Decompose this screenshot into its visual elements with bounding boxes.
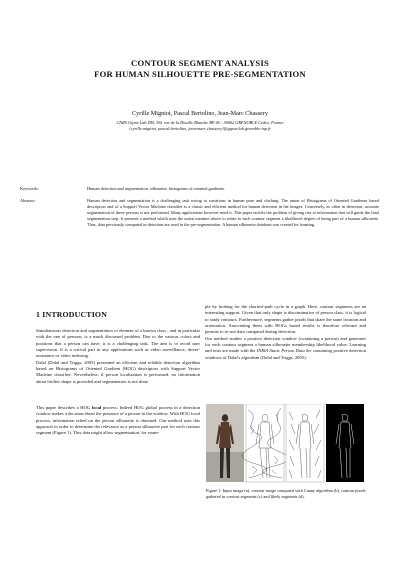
affiliation-emails: {cyrille.migniot, pascal.bertolino, jean-marc.chassery}@gipsa-lab.grenoble-inp.fr	[129, 126, 271, 131]
left-column	[36, 328, 200, 437]
intro-paragraph-2: Dalal (Dalal and Triggs, 2005) presented an efficient and reliable detection algorithm based on Histograms of Oriented Gradient (HOG) descriptors with Support Vector Machine classifier. Nevertheless, if person localization is performed, no information about his/her shape is provided and segmentation is not done.	[36, 359, 200, 384]
panel-c-contour-segments	[286, 404, 324, 482]
intro-paragraph-5	[205, 336, 366, 361]
dataset-name: INRIA Static Person Data Set	[256, 348, 312, 354]
affiliation	[0, 120, 400, 132]
intro-p3-bold: local	[91, 405, 102, 411]
title-line-2: FOR HUMAN SILHOUETTE PRE-SEGMENTATION	[94, 69, 306, 79]
intro-paragraph-3	[36, 405, 200, 437]
title-line-1: CONTOUR SEGMENT ANALYSIS	[131, 58, 269, 68]
affiliation-address: CNRS Gipsa-Lab DIS, 961 rue de la Houille Blanche BP 46 - 38402 GRENOBLE Cedex, France	[116, 120, 284, 125]
abstract-label: Abstract:	[20, 198, 36, 203]
abstract-text: Human detection and segmentation is a challenging task owing to variations in human pose and clothing. The union of Histograms of Oriented Gradients based descriptors and of a Support Vector Machine classifier is a classic and efficient method for human detection in the images. Conversely, as often in detection, accurate segmentation of these persons is not performed. Many applications however need it. This paper tackles the problem of giving rise to information that will guide the final segmentation step. It presents a method which uses the union mention above to relate to each contour segment a likelihood degree of being part of a human silhouette. Thus, data previously computed in detection are used in the pre-segmentation. A human silhouette database was created for learning.	[87, 198, 379, 227]
keywords-label: Keywords:	[20, 186, 39, 191]
paper-title	[0, 58, 400, 80]
intro-paragraph-4: ple by looking for the shortest-path cycle in a graph. Here, contour segments are an interesting support. Given that only shape is discriminative of person class, it is logical to study contours. Furthermore, segments gather pixels that share the same location and orientation. Associating them with HOGs based results is therefore relevant and permits to re-use data computed during detection.	[205, 304, 366, 335]
panel-a-input-image	[206, 404, 244, 482]
intro-paragraph-1: Simultaneous detection and segmentation of element of a known class , and in particular with the one of persons, is a much discussed problem. Due to the various colors and positions that a person can have, it is a challenging task. The aim is to avoid user supervision. It is a critical part in any applications such as video surveillance, driver-assistance or video indexing.	[36, 328, 200, 359]
keywords-text: Human detection and segmentation, silhouette, histograms of oriented gradients.	[87, 186, 226, 191]
figure-1-caption: Figure 1: Input image (a), contour image computed with Canny algorithm (b), contour pixels gathered in contour segments (c) and likely segments (d).	[206, 488, 366, 499]
intro-p5-start: Our method studies a positive detection window (containing a person) and generates for each contour segment a human silhouette membership likelihood value. Learning and tests are made with the	[205, 335, 366, 354]
intro-p5-rest: containing positive detection windows of Dalal's algorithm (Dalal and Triggs, 2005).	[205, 348, 366, 360]
panel-d-likely-segments	[326, 404, 364, 482]
right-column	[205, 304, 366, 361]
intro-p3-rest: process: Indeed HOG global process in a detection window makes a decision about the presence of a person in the window. With HOG local process, information relied on the person silhouette is obtained. Our method uses this approach in order to determine the relevance as a person silhouette part for each contour segment (Figure 1). This data might allow segmentation, for exam-	[36, 405, 200, 436]
figure-1-panels	[206, 404, 366, 484]
author-list: Cyrille Migniot, Pascal Bertolino, Jean-Marc Chassery	[132, 110, 268, 117]
panel-b-canny-contours	[242, 404, 288, 482]
intro-p3-start: This paper describes a HOG	[36, 405, 92, 411]
section-heading-introduction: 1 INTRODUCTION	[36, 310, 108, 319]
